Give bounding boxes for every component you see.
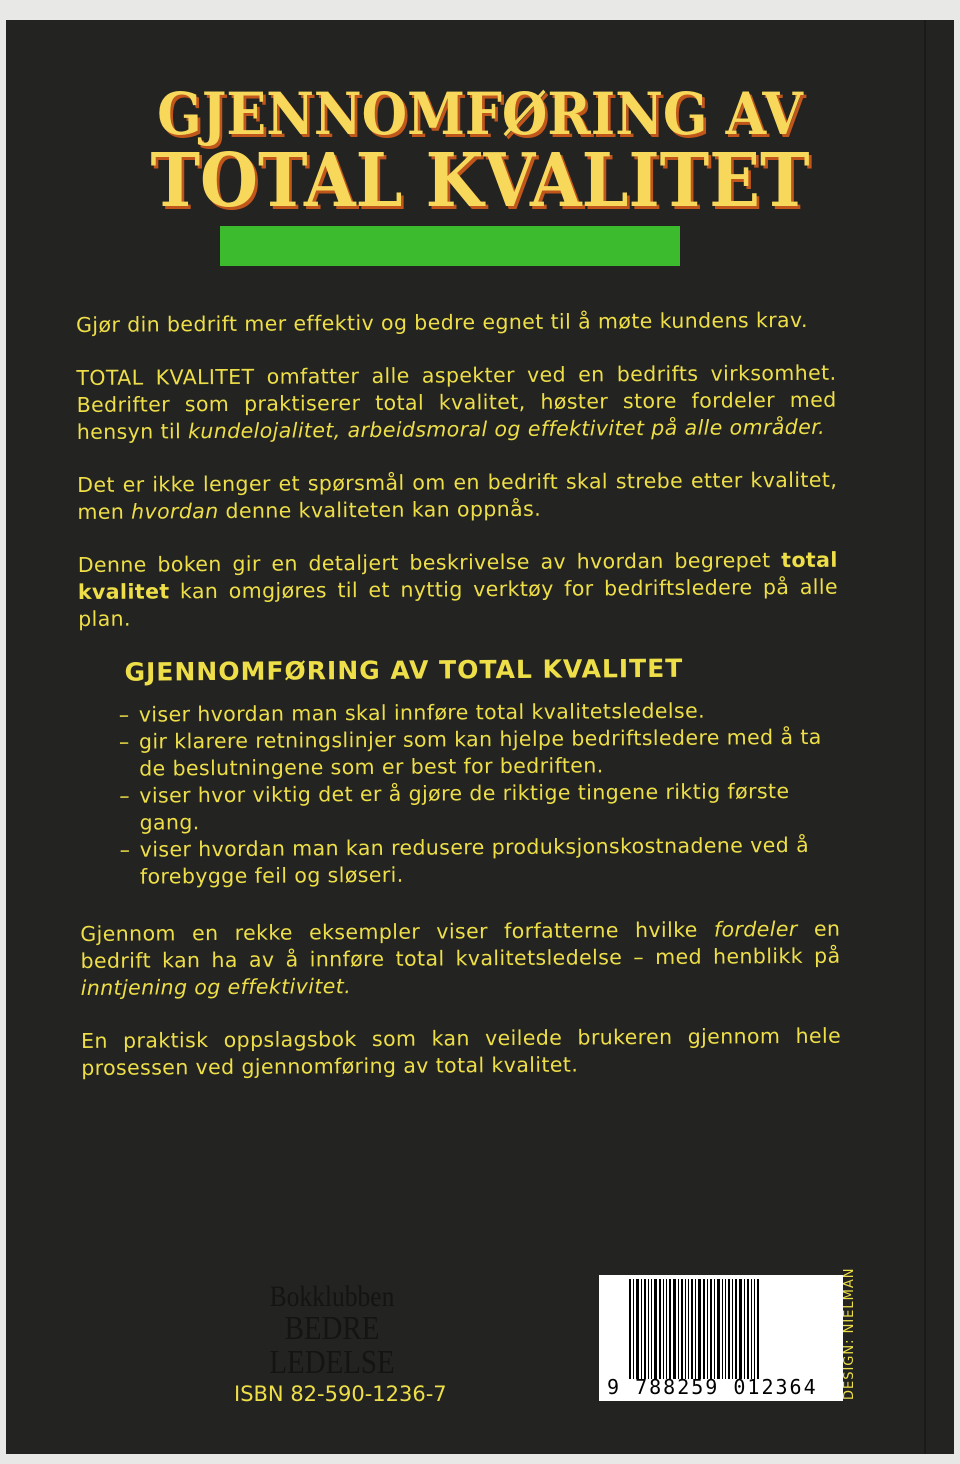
bold-text: total kvalitet [77,547,838,604]
barcode-bar [654,1279,657,1379]
italic-text: inntjening og effektivitet. [80,974,352,1000]
barcode-bar [629,1279,631,1379]
bullet-list [79,697,840,891]
barcode-bar [678,1279,679,1379]
barcode-bar [747,1279,749,1379]
italic-text: fordeler [713,916,798,942]
list-item: – gir klarere retningslinjer som kan hjelpe bedriftsledere med å ta de beslutningene som er best for bedriften. [119,724,839,783]
spine-edge [924,20,926,1454]
barcode [599,1275,843,1401]
barcode-bar [735,1279,737,1379]
text: Denne boken gir en detaljert beskrivelse av hvordan begrepet [77,548,782,577]
barcode-bar [648,1279,649,1379]
isbn: ISBN 82-590-1236-7 [234,1382,447,1406]
paragraph-4 [78,547,839,633]
barcode-bar [744,1279,745,1379]
barcode-bar [717,1279,720,1379]
paragraph-3 [77,467,837,526]
text: denne kvaliteten kan oppnås. [218,496,542,524]
barcode-bar [641,1279,642,1379]
barcode-bar [633,1279,634,1379]
barcode-bar [695,1279,696,1379]
paragraph-2 [76,360,837,446]
blurb [76,307,842,1108]
publisher-logo [222,1282,443,1380]
barcode-bar [636,1279,639,1379]
barcode-bar [685,1279,686,1379]
barcode-bar [688,1279,689,1379]
barcode-bar [710,1279,712,1379]
barcode-bar [698,1279,701,1379]
barcode-bar [739,1279,742,1379]
barcode-bar [703,1279,705,1379]
publisher-line-1: Bokklubben [269,1280,395,1313]
barcode-bar [714,1279,715,1379]
barcode-bar [673,1279,676,1379]
barcode-number: 9 788259 012364 [607,1375,818,1399]
barcode-bar [725,1279,726,1379]
barcode-bar [754,1279,755,1379]
text: TOTAL KVALITET omfatter alle aspekter ved en bedrifts virksomhet. Bedrifter som praktiserer total kvalitet, høster store fordeler med hensyn til [76,360,837,444]
list-item: – viser hvor viktig det er å gjøre de riktige tingene riktig første gang. [119,778,839,837]
subheading: GJENNOMFØRING AV TOTAL KVALITET [124,653,684,687]
text: en bedrift kan ha av å innføre total kvalitetsledelse – med henblikk på [80,916,841,973]
title-line-2: TOTAL KVALITET [150,138,810,224]
barcode-bars [629,1279,829,1379]
barcode-bar [666,1279,667,1379]
barcode-bar [728,1279,730,1379]
italic-text: hvordan [131,499,219,524]
barcode-bar [707,1279,708,1379]
barcode-bar [651,1279,652,1379]
barcode-bar [722,1279,723,1379]
barcode-bar [757,1279,759,1379]
paragraph-1: Gjør din bedrift mer effektiv og bedre egnet til å møte kundens krav. [76,307,808,337]
publisher-line-2: BEDRE LEDELSE [269,1310,395,1381]
barcode-bar [659,1279,661,1379]
barcode-bar [691,1279,693,1379]
paragraph-5 [80,916,841,1002]
design-credit: DESIGN: NIELMAN [842,1267,857,1400]
barcode-bar [644,1279,646,1379]
text: Gjennom en rekke eksempler viser forfatterne hvilke [80,917,715,946]
barcode-bar [681,1279,683,1379]
barcode-bar [732,1279,733,1379]
title-line-1: GJENNOMFØRING AV [157,80,803,148]
green-bar [220,226,680,266]
barcode-bar [663,1279,664,1379]
paragraph-6: En praktisk oppslagsbok som kan veilede brukeren gjennom hele prosessen ved gjennomføring av total kvalitet. [81,1023,842,1080]
barcode-bar [669,1279,671,1379]
text: kan omgjøres til et nyttig verktøy for bedriftsledere på alle plan. [78,574,839,631]
italic-text: kundelojalitet, arbeidsmoral og effektivitet på alle områder. [188,414,826,444]
list-item: – viser hvordan man kan redusere produksjonskostnadene ved å forebygge feil og sløseri. [120,832,840,891]
list-item: – viser hvordan man skal innføre total kvalitetsledelse. [119,697,839,729]
barcode-bar [751,1279,752,1379]
text: Det er ikke lenger et spørsmål om en bedrift skal strebe etter kvalitet, men [77,467,838,524]
book-back-cover [6,20,954,1454]
